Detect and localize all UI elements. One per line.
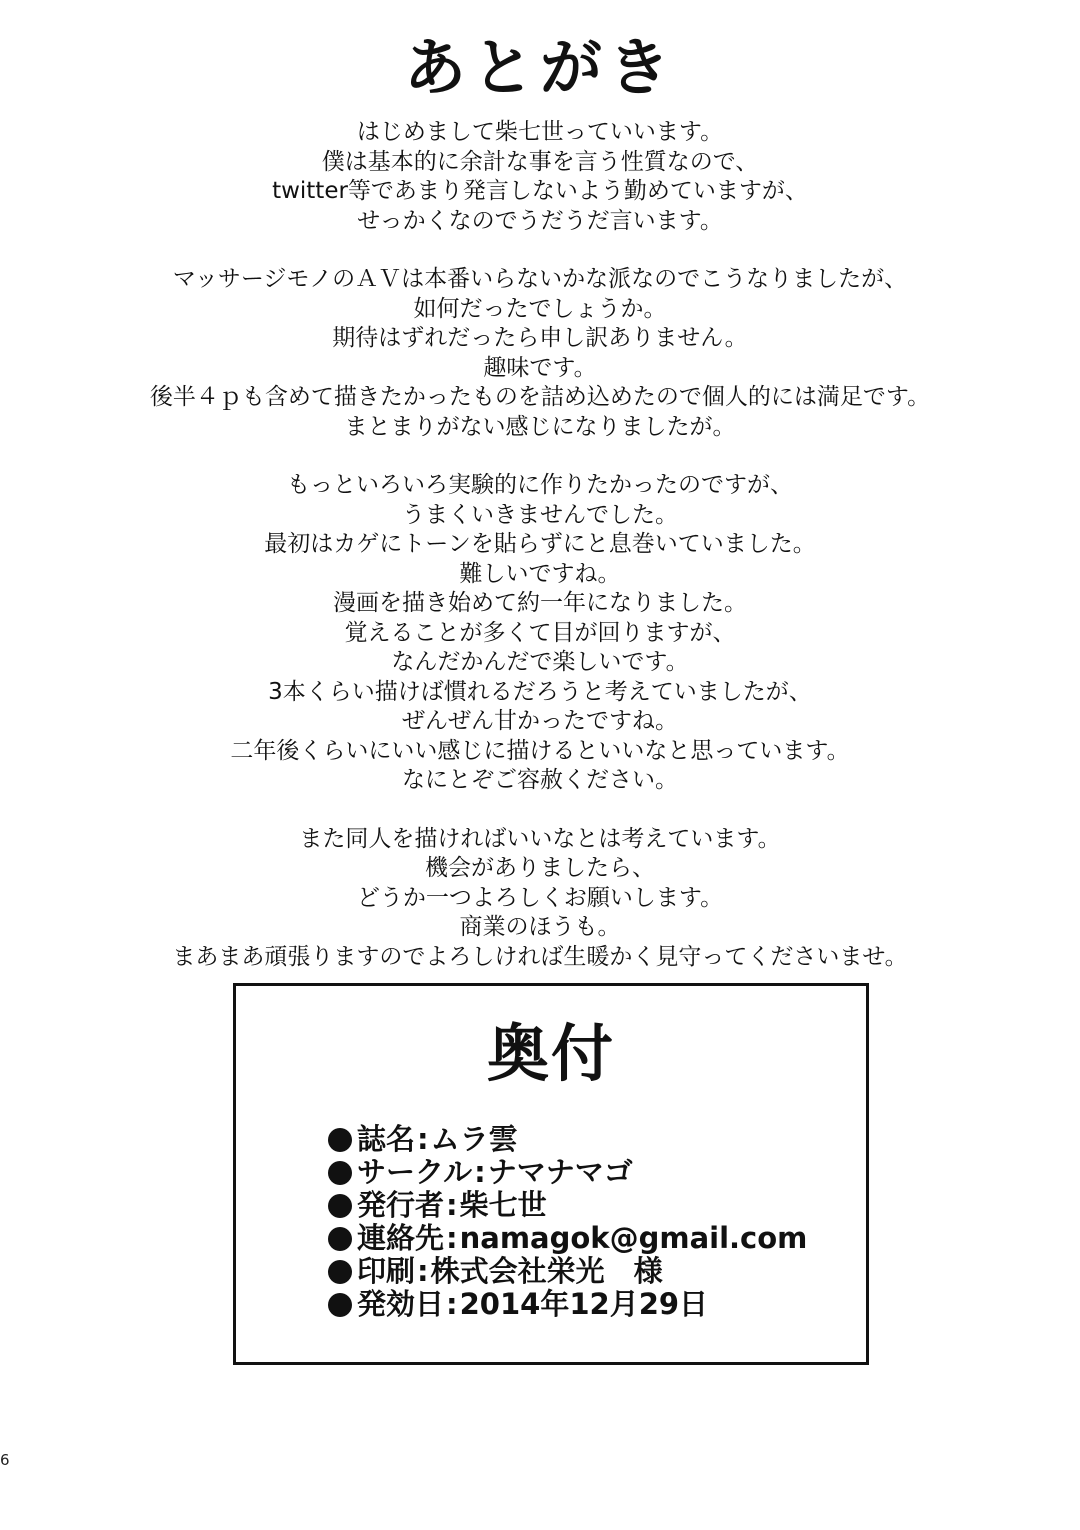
afterword-line: ぜんぜん甘かったですね。 bbox=[402, 708, 678, 734]
bullet-icon bbox=[328, 1293, 352, 1317]
bullet-icon bbox=[328, 1161, 352, 1185]
colophon-separator: : bbox=[446, 1221, 458, 1255]
afterword-line: もっといろいろ実験的に作りたかったのですが、 bbox=[287, 472, 793, 498]
afterword-line: まあまあ頑張りますのでよろしければ生暖かく見守ってくださいませ。 bbox=[172, 943, 908, 970]
colophon-separator: : bbox=[446, 1287, 458, 1321]
bullet-icon bbox=[328, 1227, 352, 1251]
afterword-line: せっかくなのでうだうだ言います。 bbox=[357, 207, 723, 234]
colophon-value: 株式会社栄光 様 bbox=[430, 1254, 663, 1288]
colophon-label: 発効日 bbox=[357, 1287, 445, 1321]
afterword-line: マッサージモノのＡＶは本番いらないかな派なのでこうなりましたが、 bbox=[172, 266, 908, 292]
colophon-value: 柴七世 bbox=[459, 1188, 547, 1222]
afterword-line: 覚えることが多くて目が回りますが、 bbox=[344, 619, 736, 646]
colophon-separator: : bbox=[417, 1122, 429, 1156]
afterword-line: どうか一つよろしくお願いします。 bbox=[356, 884, 724, 911]
afterword-line: はじめまして柴七世っていいます。 bbox=[356, 119, 724, 145]
page-number: 6 bbox=[0, 1451, 10, 1469]
afterword-line: twitter等であまり発言しないよう勤めていますが、 bbox=[272, 178, 808, 204]
colophon-value: ナマナマゴ bbox=[487, 1155, 633, 1189]
colophon-row-issue-date bbox=[328, 1288, 807, 1321]
afterword-line: 難しいですね。 bbox=[459, 560, 621, 587]
colophon-value: ムラ雲 bbox=[430, 1122, 518, 1156]
afterword-line: 二年後くらいにいい感じに描けるといいなと思っています。 bbox=[230, 737, 850, 764]
afterword-paragraph-work bbox=[40, 265, 1040, 442]
colophon-label: 発行者 bbox=[357, 1188, 445, 1222]
afterword-paragraph-introduction bbox=[40, 118, 1040, 236]
afterword-paragraph-closing bbox=[40, 825, 1040, 973]
colophon-value: namagok@gmail.com bbox=[459, 1221, 808, 1255]
colophon-label: 印刷 bbox=[357, 1254, 416, 1288]
bullet-icon bbox=[328, 1194, 352, 1218]
colophon-row-title bbox=[328, 1123, 807, 1156]
colophon-row-circle bbox=[328, 1156, 807, 1189]
afterword-line: 趣味です。 bbox=[483, 354, 597, 381]
afterword-line: 機会がありましたら、 bbox=[425, 855, 655, 881]
afterword-line: 漫画を描き始めて約一年になりました。 bbox=[333, 590, 747, 616]
afterword-line: 僕は基本的に余計な事を言う性質なので、 bbox=[321, 148, 759, 175]
afterword-line: 3本くらい描けば慣れるだろうと考えていましたが、 bbox=[268, 678, 812, 705]
colophon-separator: : bbox=[474, 1155, 486, 1189]
colophon-label: 連絡先 bbox=[357, 1221, 445, 1255]
colophon-separator: : bbox=[417, 1254, 429, 1288]
colophon-list bbox=[328, 1123, 807, 1321]
colophon-separator: : bbox=[446, 1188, 458, 1222]
afterword-line: まとまりがない感じになりましたが。 bbox=[344, 413, 736, 440]
bullet-icon bbox=[328, 1128, 352, 1152]
afterword-line: 商業のほうも。 bbox=[459, 914, 621, 940]
afterword-body bbox=[40, 118, 1040, 1001]
afterword-line: 期待はずれだったら申し訳ありません。 bbox=[332, 325, 748, 351]
colophon-title: 奥付 bbox=[486, 1017, 615, 1090]
colophon-label: 誌名 bbox=[357, 1122, 416, 1156]
colophon-row-publisher bbox=[328, 1189, 807, 1222]
colophon-value: 2014年12月29日 bbox=[459, 1287, 709, 1321]
colophon-label: サークル bbox=[357, 1155, 473, 1189]
afterword-line: また同人を描ければいいなとは考えています。 bbox=[299, 825, 781, 852]
afterword-line: うまくいきませんでした。 bbox=[402, 501, 678, 528]
colophon-row-printer bbox=[328, 1255, 807, 1288]
afterword-line: 最初はカゲにトーンを貼らずにと息巻いていました。 bbox=[264, 531, 816, 557]
bullet-icon bbox=[328, 1260, 352, 1284]
afterword-line: なんだかんだで楽しいです。 bbox=[391, 649, 689, 675]
colophon-row-contact bbox=[328, 1222, 807, 1255]
afterword-line: 後半４ｐも含めて描きたかったものを詰め込めたので個人的には満足です。 bbox=[149, 384, 931, 410]
colophon-box bbox=[233, 983, 869, 1365]
afterword-line: なにとぞご容赦ください。 bbox=[402, 767, 678, 793]
afterword-title: あとがき bbox=[403, 31, 676, 104]
afterword-paragraph-reflection bbox=[40, 471, 1040, 796]
afterword-line: 如何だったでしょうか。 bbox=[413, 295, 667, 322]
